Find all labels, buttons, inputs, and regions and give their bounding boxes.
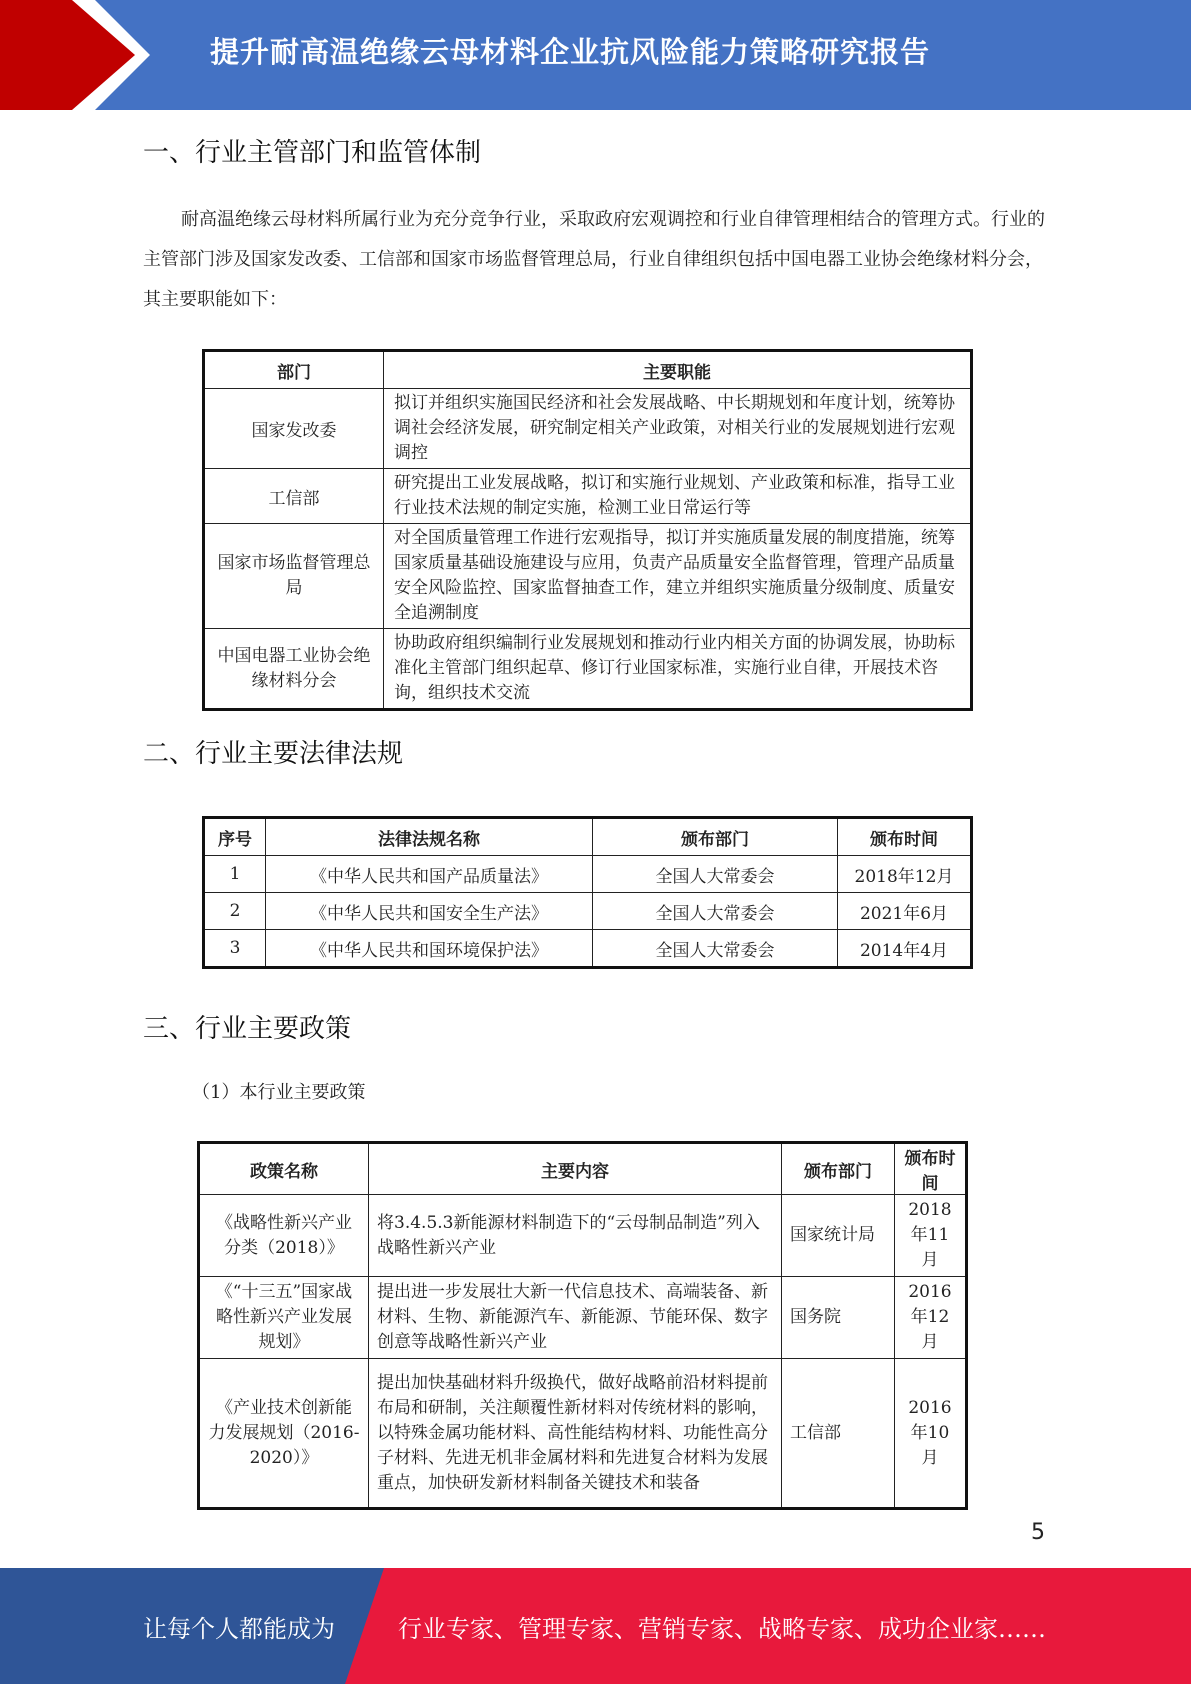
table-header-row (204, 351, 972, 389)
department-cell: 国家发改委 (204, 389, 384, 469)
column-header: 政策名称 (199, 1143, 369, 1195)
table-header-row (204, 818, 972, 856)
issuer-cell: 全国人大常委会 (593, 856, 838, 893)
function-cell: 对全国质量管理工作进行宏观指导，拟订并实施质量发展的制度措施，统筹国家质量基础设施建设与应用，负责产品质量安全监督管理，管理产品质量安全风险监控、国家监督抽查工作，建立并组织实施质量分级制度、质量安全追溯制度 (384, 524, 972, 629)
table-row (204, 524, 972, 629)
table-row (199, 1277, 967, 1359)
policy-name-cell: 《“十三五”国家战略性新兴产业发展规划》 (199, 1277, 369, 1359)
policy-name-cell: 《产业技术创新能力发展规划（2016-2020）》 (199, 1359, 369, 1509)
header-banner (0, 0, 1191, 110)
table-row (204, 893, 972, 930)
table-row (204, 930, 972, 968)
table-header-row (199, 1143, 967, 1195)
law-name-cell: 《中华人民共和国安全生产法》 (266, 893, 593, 930)
policy-content-cell: 提出进一步发展壮大新一代信息技术、高端装备、新材料、生物、新能源汽车、新能源、节能环保、数字创意等战略性新兴产业 (369, 1277, 782, 1359)
issuer-cell: 国家统计局 (782, 1195, 895, 1277)
subsection-heading: （1）本行业主要政策 (192, 1082, 366, 1103)
footer-slogan-right: 行业专家、管理专家、营销专家、战略专家、成功企业家…… (398, 1614, 1046, 1643)
number-cell: 1 (204, 856, 266, 893)
date-cell: 2016年12月 (895, 1277, 967, 1359)
function-cell: 协助政府组织编制行业发展规划和推动行业内相关方面的协调发展，协助标准化主管部门组织起草、修订行业国家标准，实施行业自律，开展技术咨询，组织技术交流 (384, 629, 972, 710)
column-header: 主要职能 (384, 351, 972, 389)
date-cell: 2014年4月 (838, 930, 972, 968)
column-header: 序号 (204, 818, 266, 856)
table-row (204, 629, 972, 710)
header-arrow-graphic (0, 0, 150, 110)
function-cell: 研究提出工业发展战略，拟订和实施行业规划、产业政策和标准，指导工业行业技术法规的制定实施，检测工业日常运行等 (384, 469, 972, 524)
issuer-cell: 工信部 (782, 1359, 895, 1509)
section-heading-3: 三、行业主要政策 (143, 1014, 352, 1044)
table-row (204, 389, 972, 469)
table-row (204, 856, 972, 893)
issuer-cell: 国务院 (782, 1277, 895, 1359)
page-number: 5 (1031, 1520, 1045, 1545)
section-heading-2: 二、行业主要法律法规 (143, 739, 404, 769)
column-header: 颁布时间 (838, 818, 972, 856)
department-cell: 工信部 (204, 469, 384, 524)
date-cell: 2021年6月 (838, 893, 972, 930)
column-header: 颁布部门 (593, 818, 838, 856)
section-1-intro: 耐高温绝缘云母材料所属行业为充分竞争行业，采取政府宏观调控和行业自律管理相结合的管理方式。行业的主管部门涉及国家发改委、工信部和国家市场监督管理总局，行业自律组织包括中国电器工业协会绝缘材料分会，其主要职能如下： (143, 209, 1045, 310)
function-cell: 拟订并组织实施国民经济和社会发展战略、中长期规划和年度计划，统筹协调社会经济发展，研究制定相关产业政策，对相关行业的发展规划进行宏观调控 (384, 389, 972, 469)
column-header: 法律法规名称 (266, 818, 593, 856)
policy-name-cell: 《战略性新兴产业分类（2018）》 (199, 1195, 369, 1277)
issuer-cell: 全国人大常委会 (593, 930, 838, 968)
laws-table (202, 816, 973, 969)
table-row (204, 469, 972, 524)
number-cell: 2 (204, 893, 266, 930)
date-cell: 2016年10月 (895, 1359, 967, 1509)
law-name-cell: 《中华人民共和国环境保护法》 (266, 930, 593, 968)
column-header: 主要内容 (369, 1143, 782, 1195)
issuer-cell: 全国人大常委会 (593, 893, 838, 930)
policy-content-cell: 提出加快基础材料升级换代，做好战略前沿材料提前布局和研制，关注颠覆性新材料对传统材料的影响，以特殊金属功能材料、高性能结构材料、功能性高分子材料、先进无机非金属材料和先进复合材料为发展重点，加快研发新材料制备关键技术和装备 (369, 1359, 782, 1509)
date-cell: 2018年12月 (838, 856, 972, 893)
policies-table (197, 1141, 968, 1510)
table-row (199, 1359, 967, 1509)
table-row (199, 1195, 967, 1277)
footer-banner (0, 1568, 1191, 1684)
report-title: 提升耐高温绝缘云母材料企业抗风险能力策略研究报告 (210, 34, 931, 69)
date-cell: 2018年11月 (895, 1195, 967, 1277)
department-cell: 国家市场监督管理总局 (204, 524, 384, 629)
section-heading-1: 一、行业主管部门和监管体制 (143, 138, 482, 168)
number-cell: 3 (204, 930, 266, 968)
column-header: 部门 (204, 351, 384, 389)
column-header: 颁布部门 (782, 1143, 895, 1195)
footer-slogan-left: 让每个人都能成为 (143, 1614, 335, 1643)
law-name-cell: 《中华人民共和国产品质量法》 (266, 856, 593, 893)
column-header: 颁布时间 (895, 1143, 967, 1195)
regulator-table (202, 349, 973, 711)
policy-content-cell: 将3.4.5.3新能源材料制造下的“云母制品制造”列入战略性新兴产业 (369, 1195, 782, 1277)
department-cell: 中国电器工业协会绝缘材料分会 (204, 629, 384, 710)
